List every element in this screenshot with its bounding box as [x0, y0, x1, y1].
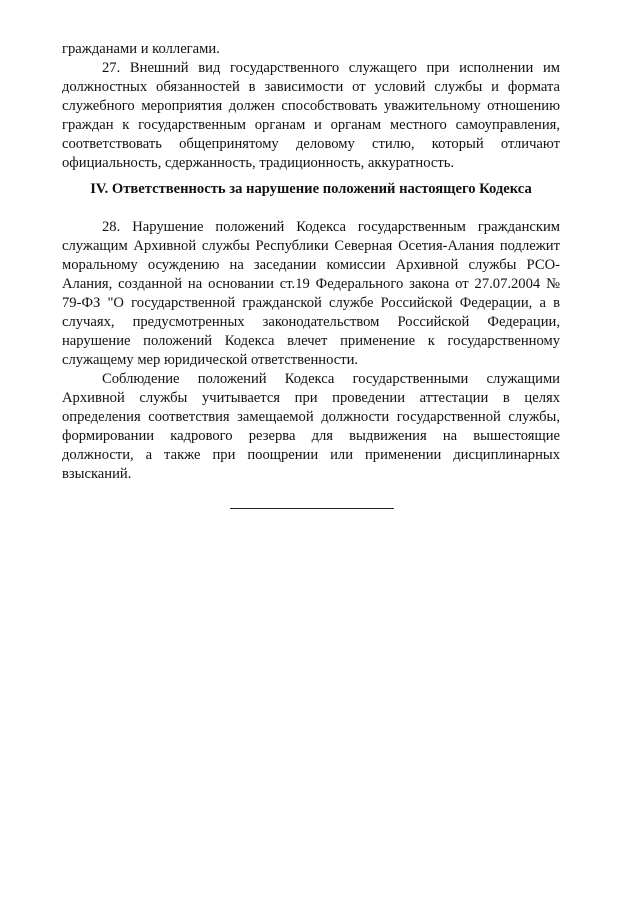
paragraph-27: 27. Внешний вид государственного служащего при исполнении им должностных обязанностей в зависимости от условий службы и формата служебного мероприятия должен способствовать уважительному отношению граждан к государственным органам и органам местного самоуправления, соответствовать общепринятому деловому стилю, который отличают официальность, сдержанность, традиционность, аккуратность.	[62, 60, 560, 171]
paragraph-compliance: Соблюдение положений Кодекса государственными служащими Архивной службы учитывается при проведении аттестации в целях определения соответствия замещаемой должности государственной службы, формировании кадрового резерва для выдвижения на вышестоящие должности, а также при поощрении или применении дисциплинарных взысканий.	[62, 371, 560, 482]
section-iii-continuation	[62, 40, 560, 173]
end-divider-line	[230, 508, 394, 509]
section-iv-heading: IV. Ответственность за нарушение положений настоящего Кодекса	[90, 181, 532, 197]
top-fragment-paragraph: гражданами и коллегами.	[62, 41, 220, 57]
section-iv-body	[62, 218, 560, 484]
paragraph-28: 28. Нарушение положений Кодекса государственным гражданским служащим Архивной службы Республики Северная Осетия-Алания подлежит моральному осуждению на заседании комиссии Архивной службы РСО-Алания, созданной на основании ст.19 Федерального закона от 27.07.2004 № 79-ФЗ "О государственной гражданской службе Российской Федерации, а в случаях, предусмотренных законодательством Российской Федерации, нарушение положений Кодекса влечет применение к государственному служащему мер юридической ответственности.	[62, 219, 560, 368]
